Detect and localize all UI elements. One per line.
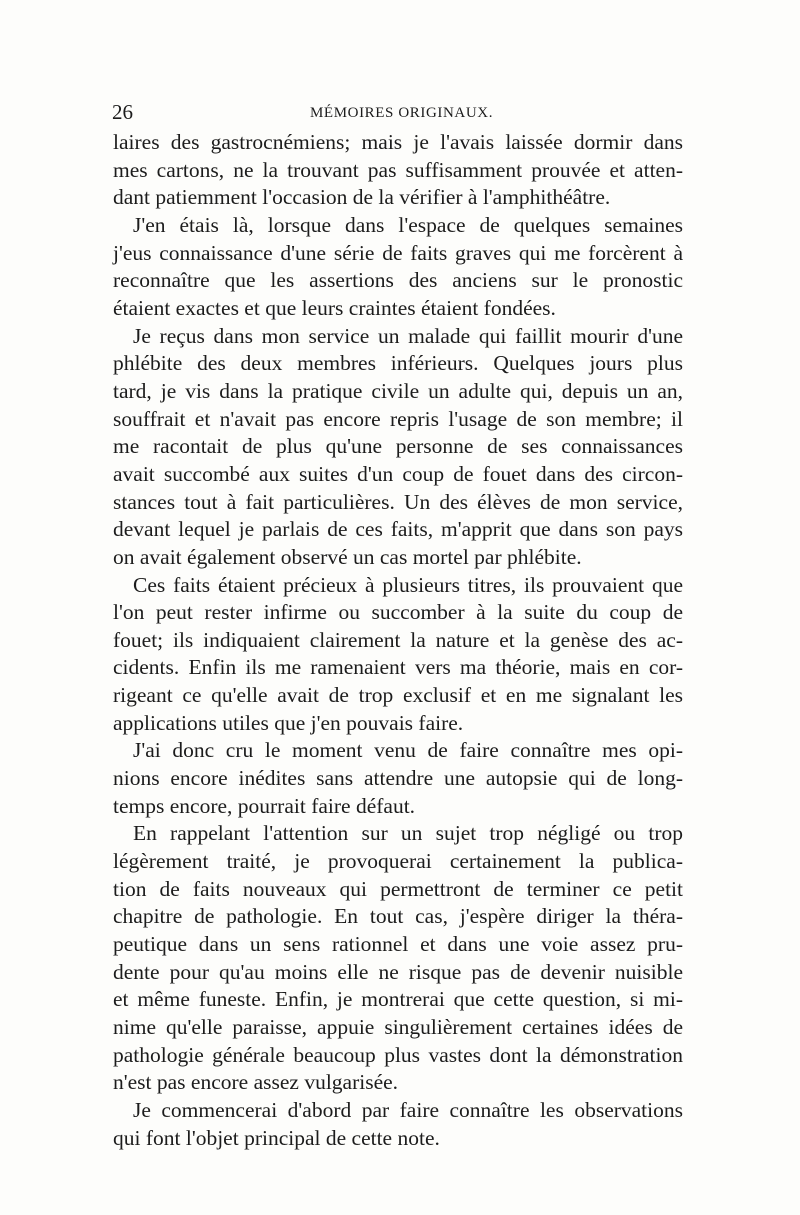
text-line: avait succombé aux suites d'un coup de fouet dans des circon- (113, 461, 683, 486)
text-line: nions encore inédites sans attendre une autopsie qui de long- (113, 766, 683, 791)
text-line: qui font l'objet principal de cette note. (113, 1125, 440, 1150)
text-line: souffrait et n'avait pas encore repris l'usage de son membre; il (113, 406, 683, 431)
text-line: pathologie générale beaucoup plus vastes dont la démonstration (113, 1042, 683, 1067)
text-line: chapitre de pathologie. En tout cas, j'espère diriger la théra- (113, 904, 683, 929)
text-line: applications utiles que j'en pouvais faire. (113, 710, 464, 735)
text-line: rigeant ce qu'elle avait de trop exclusif et en me signalant les (113, 683, 683, 708)
text-line: étaient exactes et que leurs craintes étaient fondées. (113, 295, 556, 320)
text-line: reconnaître que les assertions des anciens sur le pronostic (113, 268, 683, 293)
text-line: Je reçus dans mon service un malade qui faillit mourir d'une (133, 323, 683, 348)
text-line: J'en étais là, lorsque dans l'espace de quelques semaines (133, 212, 683, 237)
text-line: J'ai donc cru le moment venu de faire connaître mes opi- (133, 738, 683, 763)
text-line: légèrement traité, je provoquerai certainement la publica- (113, 849, 683, 874)
text-line: l'on peut rester infirme ou succomber à la suite du coup de (113, 600, 683, 625)
text-line: Ces faits étaient précieux à plusieurs titres, ils prouvaient que (133, 572, 683, 597)
text-line: En rappelant l'attention sur un sujet trop négligé ou trop (133, 821, 683, 846)
text-line: j'eus connaissance d'une série de faits graves qui me forcèrent à (113, 240, 683, 265)
text-line: tard, je vis dans la pratique civile un adulte qui, depuis un an, (113, 378, 683, 403)
text-line: dente pour qu'au moins elle ne risque pas de devenir nuisible (113, 959, 683, 984)
text-line: on avait également observé un cas mortel par phlébite. (113, 544, 582, 569)
running-title: MÉMOIRES ORIGINAUX. (310, 105, 494, 121)
text-line: et même funeste. Enfin, je montrerai que cette question, si mi- (113, 987, 683, 1012)
body-text (113, 129, 683, 1152)
text-line: dant patiemment l'occasion de la vérifier à l'amphithéâtre. (113, 185, 611, 210)
text-line: peutique dans un sens rationnel et dans une voie assez pru- (113, 932, 683, 957)
text-line: laires des gastrocnémiens; mais je l'avais laissée dormir dans (113, 130, 683, 154)
text-line: tion de faits nouveaux qui permettront de terminer ce petit (113, 876, 683, 901)
text-line: nime qu'elle paraisse, appuie singulièrement certaines idées de (113, 1015, 683, 1039)
text-line: Je commencerai d'abord par faire connaître les observations (133, 1097, 683, 1122)
text-line: devant lequel je parlais de ces faits, m'apprit que dans son pays (113, 517, 683, 542)
text-line: stances tout à fait particulières. Un des élèves de mon service, (113, 489, 683, 514)
text-line: temps encore, pourrait faire défaut. (113, 793, 416, 818)
text-line: mes cartons, ne la trouvant pas suffisamment prouvée et atten- (113, 157, 683, 182)
text-line: fouet; ils indiquaient clairement la nature et la genèse des ac- (113, 627, 683, 652)
text-line: phlébite des deux membres inférieurs. Quelques jours plus (113, 351, 683, 376)
text-line: me racontait de plus qu'une personne de ses connaissances (113, 434, 683, 459)
text-line: n'est pas encore assez vulgarisée. (113, 1070, 399, 1095)
page-number: 26 (112, 100, 133, 124)
text-line: cidents. Enfin ils me ramenaient vers ma théorie, mais en cor- (113, 655, 683, 680)
running-head (112, 98, 690, 128)
